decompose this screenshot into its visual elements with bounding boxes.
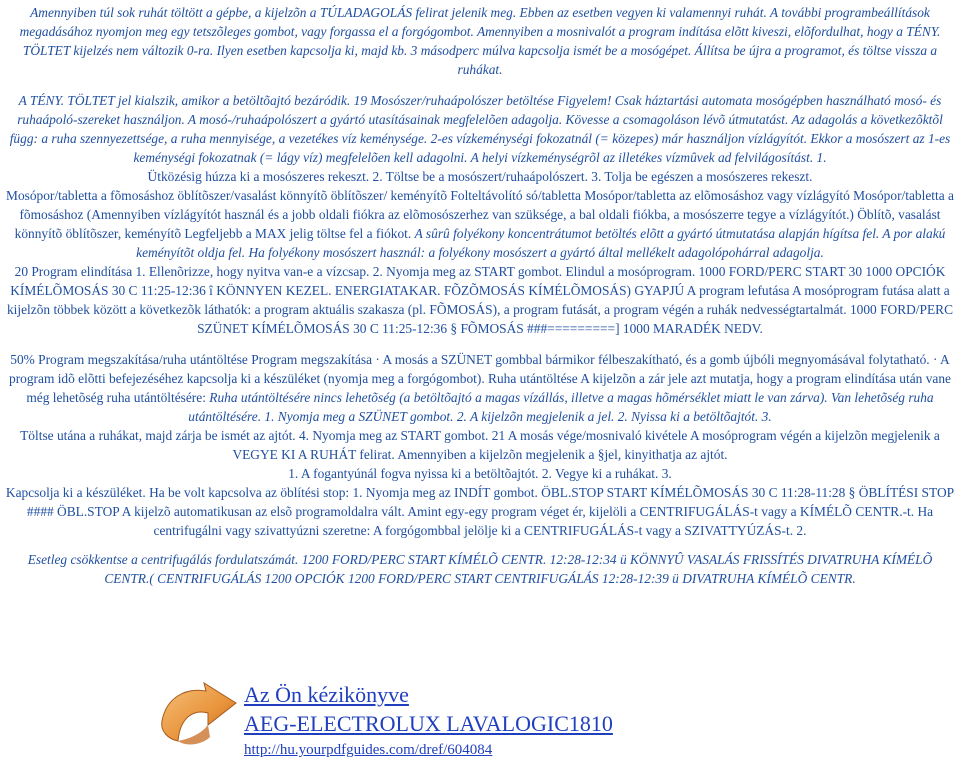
paragraph-spacer [4, 338, 956, 350]
paragraph [4, 550, 956, 588]
url-link[interactable]: http://hu.yourpdfguides.com/dref/604084 [244, 742, 493, 758]
footer-link-block[interactable] [156, 681, 756, 776]
manual-title-link[interactable]: Az Ön kézikönyve [244, 682, 409, 707]
paragraph-text: A TÉNY. TÖLTET jel kialszik, amikor a betöltõajtó bezáródik. 19 Mosószer/ruhaápolószer betöltése Figyelem! Csak háztartási automata mosógépben használható mosó- és ruhaápoló-szereket használjon. A mosó-/ruhaápolószert a gyártó utasításainak megfelelõen adagolja. Kövesse a csomagoláson lévõ útmutatást. Az adagolás a következõktõl függ: a ruha szennyezettsége, a ruha mennyisége, a vezetékes víz keménysége. 2-es vízkeménységi fokozatnál (= közepes) már használjon vízlágyítót. Ekkor a mosószert az 1-es keménységi fokozatnak (= lágy víz) megfelelõen kell adagolni. A helyi vízkeménységrõl az illetékes vízmûvek ad felvilágosítást. 1. [9, 93, 951, 165]
paragraph-text: Töltse utána a ruhákat, majd zárja be ismét az ajtót. 4. Nyomja meg az START gombot. 21 A mosás vége/mosnivaló kivétele A mosóprogram végén a kijelzõn megjelenik a VEGYE KI A RUHÁT felirat. Amennyiben a kijelzõn megjelenik a §jel, kinyithatja az ajtót. [20, 428, 940, 462]
document-body [4, 3, 956, 588]
paragraph [4, 167, 956, 186]
paragraph-text: 1. A fogantyúnál fogva nyissa ki a betöltõajtót. 2. Vegye ki a ruhákat. 3. [288, 466, 672, 481]
paragraph-text: Mosópor/tabletta a fõmosáshoz öblítõszer/vasalást könnyítõ öblítõszer/ keményítõ Folteltávolító só/tabletta Mosópor/tabletta az elõmosáshoz vagy vízlágyító Mosópor/tabletta a fõmosáshoz (Amennyiben vízlágyítót használ és a jobb oldali fiókra az elõmosószerhez van szüksége, a bal oldali fiókba, a mosószerre tegye a vízlágyítót.) Öblítõ, vasalást könnyítõ öblítõszer, keményítõ Legfeljebb a MAX jelig töltse fel a fiókot. [6, 188, 954, 241]
paragraph-spacer [4, 540, 956, 550]
paragraph-text: 50% Program megszakítása/ruha utántöltése Program megszakítása · A mosás a SZÜNET gombbal bármikor félbeszakítható, és a gomb újbóli megnyomásával folytatható. · A program idõ elõtti befejezéséhez kapcsolja ki a készüléket (nyomja meg a forgógombot). Ruha utántöltése A kijelzõn a zár jele azt mutatja, hogy a program elindítása után vane még lehetõség ruha utántöltésére: [9, 352, 951, 405]
paragraph [4, 464, 956, 483]
paragraph-text: 20 Program elindítása 1. Ellenõrizze, hogy nyitva van-e a vízcsap. 2. Nyomja meg az START gombot. Elindul a mosóprogram. 1000 FORD/PERC START 30 1000 OPCIÓK KÍMÉLÕMOSÁS 30 C 11:25-12:36 î KÖNNYEN KEZEL. ENERGIATAKAR. FÕZÕMOSÁS KÍMÉLÕMOSÁS) GYAPJÚ A program lefutása A mosóprogram futása alatt a kijelzõn többek között a következõk láthatók: a program aktuális szakasza (pl. FÕMOSÁS), a program futását, a program végén a ruhák nedvességtartalmát. 1000 FORD/PERC SZÜNET KÍMÉLÕMOSÁS 30 C 11:25-12:36 § FÕMOSÁS ###=========] 1000 MARADÉK NEDV. [6, 264, 954, 336]
paragraph-italic-text: Ruha utántöltésére nincs lehetõség (a betöltõajtó a magas vízállás, illetve a magas hõmérséklet miatt le van zárva). Van lehetõség ruha utántöltésére. 1. Nyomja meg a SZÜNET gombot. 2. A kijelzõn megjelenik a jel. 2. Nyissa ki a betöltõajtót. 3. [188, 390, 934, 424]
paragraph-text: Esetleg csökkentse a centrifugálás fordulatszámát. 1200 FORD/PERC START KÍMÉLÕ CENTR. 12:28-12:34 ü KÖNNYÛ VASALÁS FRISSÍTÉS DIVATRUHA KÍMÉLÕ CENTR.( CENTRIFUGÁLÁS 1200 OPCIÓK 1200 FORD/PERC START CENTRIFUGÁLÁS 12:28-12:39 ü DIVATRUHA KÍMÉLÕ CENTR. [27, 552, 933, 586]
paragraph-text: Kapcsolja ki a készüléket. Ha be volt kapcsolva az öblítési stop: 1. Nyomja meg az INDÍT gombot. ÖBL.STOP START KÍMÉLÕMOSÁS 30 C 11:28-11:28 § ÖBLÍTÉSI STOP #### ÖBL.STOP A kijelzõ automatikusan az elsõ programoldalra vált. Amint egy-egy program véget ér, kijelöli a CENTRIFUGÁLÁS-t vagy a KÍMÉLÕ CENTR.-t. Ha centrifugálni vagy szivattyúzni szeretne: A forgógombbal jelölje ki a CENTRIFUGÁLÁS-t vagy a SZIVATTYÚZÁS-t. 2. [5, 485, 955, 538]
paragraph-spacer [4, 79, 956, 91]
paragraph [4, 186, 956, 262]
paragraph [4, 91, 956, 167]
arrow-icon [156, 681, 238, 753]
paragraph [4, 483, 956, 540]
paragraph-text: Ütközésig húzza ki a mosószeres rekeszt. 2. Töltse be a mosószert/ruhaápolószert. 3. Tolja be egészen a mosószeres rekeszt. [147, 169, 813, 184]
paragraph [4, 350, 956, 426]
paragraph [4, 426, 956, 464]
product-name-link[interactable]: AEG-ELECTROLUX LAVALOGIC1810 [244, 711, 613, 736]
paragraph-text: Amennyiben túl sok ruhát töltött a gépbe, a kijelzõn a TÚLADAGOLÁS felirat jelenik meg. Ebben az esetben vegyen ki valamennyi ruhát. A további programbeállítások megadásához nyomjon meg egy tetszõleges gombot, vagy forgassa el a forgógombot. Amennyiben a mosnivalót a program indítása elõtt kiveszi, elõfordulhat, hogy a TÉNY. TÖLTET kijelzés nem változik 0-ra. Ilyen esetben kapcsolja ki, majd kb. 3 másodperc múlva kapcsolja ismét be a mosógépet. Állítsa be újra a programot, és töltse vissza a ruhákat. [19, 5, 941, 77]
paragraph [4, 262, 956, 338]
paragraph-italic-text: A sûrû folyékony koncentrátumot betöltés elõtt a gyártó útmutatása alapján hígítsa fel. A por alakú keményítõt oldja fel. Ha folyékony mosószert használ: a folyékony mosószert a gyártó által mellékelt adagolópohárral adagolja. [136, 226, 946, 260]
paragraph [4, 3, 956, 79]
